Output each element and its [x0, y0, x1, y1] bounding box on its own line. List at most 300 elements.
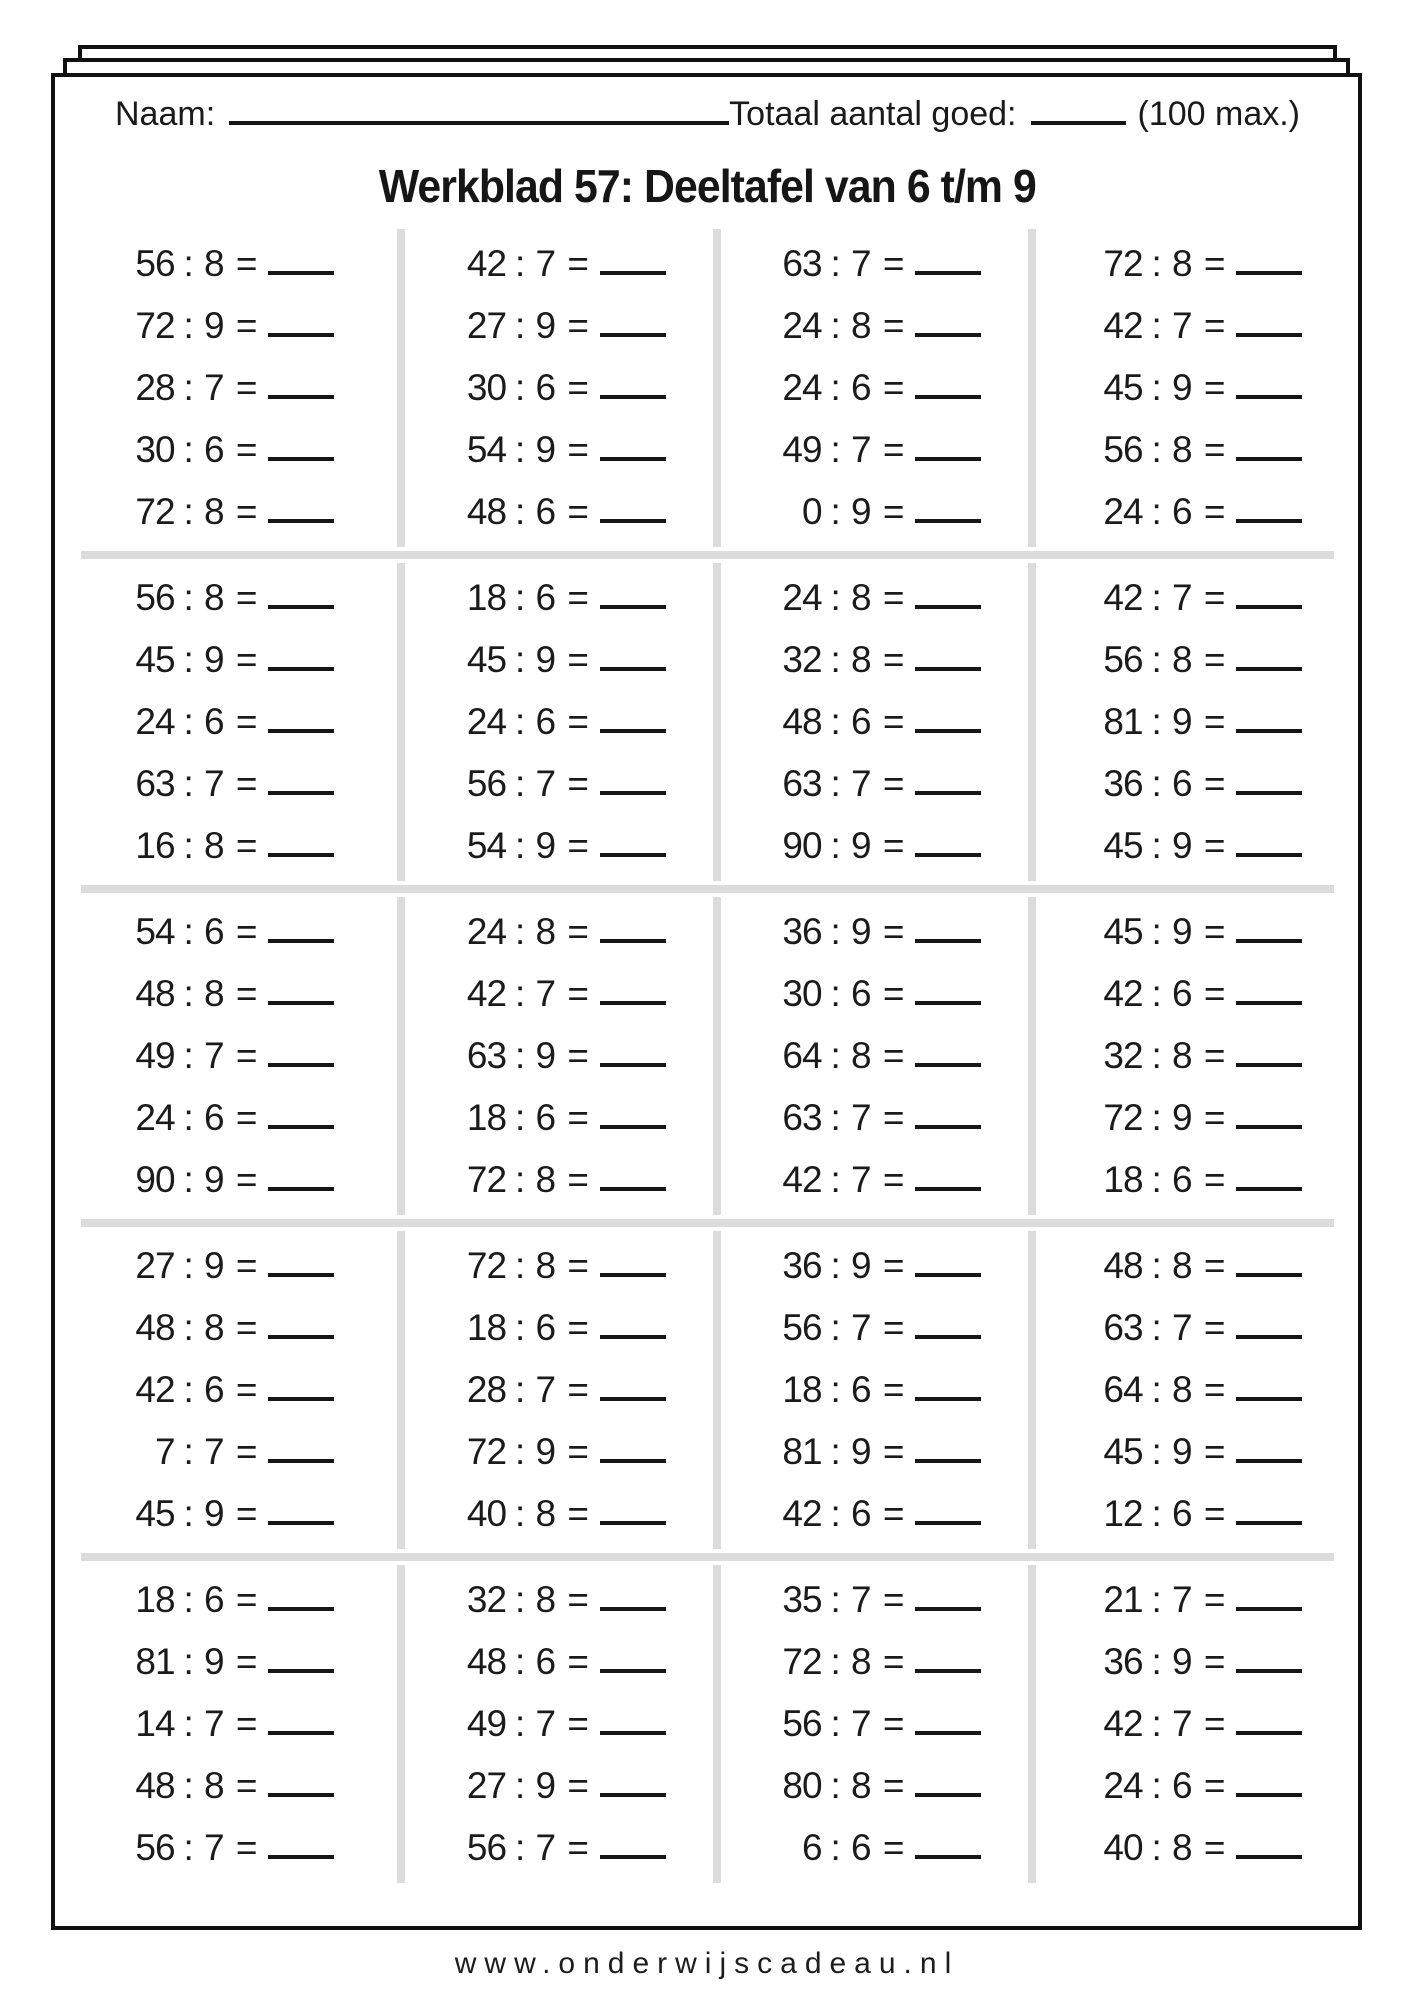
- division-problem: [1032, 963, 1359, 1025]
- division-problem: [401, 567, 717, 629]
- answer-blank[interactable]: [1236, 395, 1302, 399]
- division-problem: [717, 1817, 1032, 1879]
- dividend-value: 24: [782, 305, 822, 346]
- division-problem: [717, 419, 1032, 481]
- answer-blank[interactable]: [600, 1273, 666, 1277]
- answer-blank[interactable]: [1236, 1335, 1302, 1339]
- divisor-value: 6: [204, 701, 224, 742]
- answer-blank[interactable]: [1236, 457, 1302, 461]
- division-sign: :: [515, 1431, 525, 1472]
- answer-blank[interactable]: [268, 333, 334, 337]
- dividend-value: 81: [135, 1641, 175, 1682]
- answer-blank[interactable]: [1236, 1125, 1302, 1129]
- division-problem: [54, 1149, 401, 1211]
- division-sign: :: [183, 1369, 193, 1410]
- answer-blank[interactable]: [268, 1001, 334, 1005]
- division-problem: [1032, 1297, 1359, 1359]
- answer-blank[interactable]: [1236, 1669, 1302, 1673]
- equals-sign: =: [235, 491, 257, 532]
- division-sign: :: [1151, 701, 1161, 742]
- divisor-value: 7: [535, 243, 556, 284]
- answer-blank[interactable]: [1236, 519, 1302, 523]
- division-problem: [401, 1149, 717, 1211]
- answer-blank[interactable]: [915, 519, 981, 523]
- division-sign: :: [515, 491, 525, 532]
- division-sign: :: [830, 1765, 840, 1806]
- division-sign: :: [183, 1035, 193, 1076]
- answer-blank[interactable]: [600, 791, 666, 795]
- equals-sign: =: [235, 1307, 257, 1348]
- dividend-value: 81: [782, 1431, 822, 1472]
- division-sign: :: [515, 1369, 525, 1410]
- problem-column: [54, 1235, 401, 1553]
- dividend-value: 32: [782, 639, 822, 680]
- division-problem: [717, 1149, 1032, 1211]
- equals-sign: =: [1203, 1493, 1225, 1534]
- dividend-value: 28: [466, 1369, 507, 1410]
- division-sign: :: [515, 1159, 525, 1200]
- division-problem: [717, 1297, 1032, 1359]
- dividend-value: 36: [782, 1245, 822, 1286]
- answer-blank[interactable]: [268, 791, 334, 795]
- divisor-value: 6: [1172, 1159, 1192, 1200]
- division-problem: [1032, 1755, 1359, 1817]
- dividend-value: 24: [135, 1097, 175, 1138]
- division-problem: [401, 1421, 717, 1483]
- equals-sign: =: [567, 763, 588, 804]
- equals-sign: =: [567, 1827, 588, 1868]
- dividend-value: 36: [1103, 763, 1143, 804]
- answer-blank[interactable]: [1236, 333, 1302, 337]
- answer-blank[interactable]: [268, 939, 334, 943]
- equals-sign: =: [567, 973, 588, 1014]
- division-problem: [717, 1483, 1032, 1545]
- division-sign: :: [830, 639, 840, 680]
- dividend-value: 48: [1103, 1245, 1143, 1286]
- dividend-value: 48: [135, 1307, 175, 1348]
- equals-sign: =: [882, 429, 904, 470]
- dividend-value: 63: [466, 1035, 507, 1076]
- division-problem: [1032, 815, 1359, 877]
- answer-blank[interactable]: [915, 1793, 981, 1797]
- divisor-value: 9: [535, 1431, 556, 1472]
- answer-blank[interactable]: [268, 1187, 334, 1191]
- dividend-value: 54: [466, 429, 507, 470]
- division-sign: :: [183, 1307, 193, 1348]
- answer-blank[interactable]: [915, 1187, 981, 1191]
- divisor-value: 8: [1172, 1369, 1192, 1410]
- equals-sign: =: [235, 1035, 257, 1076]
- answer-blank[interactable]: [915, 457, 981, 461]
- answer-blank[interactable]: [1236, 1793, 1302, 1797]
- problem-column: [717, 1235, 1032, 1553]
- division-sign: :: [830, 429, 840, 470]
- answer-blank[interactable]: [1236, 939, 1302, 943]
- problem-column: [401, 901, 717, 1219]
- answer-blank[interactable]: [1236, 1187, 1302, 1191]
- division-sign: :: [1151, 1035, 1161, 1076]
- equals-sign: =: [882, 1765, 904, 1806]
- equals-sign: =: [235, 577, 257, 618]
- answer-blank[interactable]: [915, 791, 981, 795]
- answer-blank[interactable]: [600, 729, 666, 733]
- division-problem: [401, 691, 717, 753]
- answer-blank[interactable]: [268, 1459, 334, 1463]
- answer-blank[interactable]: [1236, 271, 1302, 275]
- answer-blank[interactable]: [915, 395, 981, 399]
- division-problem: [1032, 1817, 1359, 1879]
- division-problem: [1032, 481, 1359, 543]
- answer-blank[interactable]: [600, 605, 666, 609]
- division-sign: :: [183, 763, 193, 804]
- divisor-value: 7: [1172, 1703, 1192, 1744]
- answer-blank[interactable]: [600, 1607, 666, 1611]
- dividend-value: 49: [466, 1703, 507, 1744]
- dividend-value: 63: [1103, 1307, 1143, 1348]
- division-problem: [1032, 567, 1359, 629]
- equals-sign: =: [1203, 305, 1225, 346]
- answer-blank[interactable]: [1236, 1731, 1302, 1735]
- equals-sign: =: [567, 1035, 588, 1076]
- equals-sign: =: [1203, 1765, 1225, 1806]
- answer-blank[interactable]: [1236, 1459, 1302, 1463]
- answer-blank[interactable]: [268, 1273, 334, 1277]
- answer-blank[interactable]: [268, 1669, 334, 1673]
- answer-blank[interactable]: [1236, 1273, 1302, 1277]
- answer-blank[interactable]: [268, 1397, 334, 1401]
- divisor-value: 8: [1172, 1035, 1192, 1076]
- division-sign: :: [183, 429, 193, 470]
- division-sign: :: [183, 701, 193, 742]
- divisor-value: 6: [204, 1579, 224, 1620]
- answer-blank[interactable]: [600, 333, 666, 337]
- answer-blank[interactable]: [268, 1731, 334, 1735]
- dividend-value: 45: [1103, 367, 1143, 408]
- divisor-value: 8: [204, 243, 224, 284]
- divisor-value: 8: [204, 825, 224, 866]
- divisor-value: 6: [851, 1827, 871, 1868]
- equals-sign: =: [882, 1703, 904, 1744]
- equals-sign: =: [567, 1703, 588, 1744]
- divisor-value: 9: [535, 305, 556, 346]
- answer-blank[interactable]: [915, 1063, 981, 1067]
- dividend-value: 24: [782, 577, 822, 618]
- answer-blank[interactable]: [268, 729, 334, 733]
- answer-blank[interactable]: [268, 1521, 334, 1525]
- column-separator: [397, 897, 405, 1215]
- division-problem: [401, 1087, 717, 1149]
- equals-sign: =: [882, 243, 904, 284]
- equals-sign: =: [567, 305, 588, 346]
- divisor-value: 6: [1172, 973, 1192, 1014]
- division-sign: :: [830, 367, 840, 408]
- dividend-value: 48: [135, 1765, 175, 1806]
- equals-sign: =: [882, 1097, 904, 1138]
- divisor-value: 9: [851, 825, 871, 866]
- column-separator: [1028, 1565, 1036, 1883]
- answer-blank[interactable]: [915, 1521, 981, 1525]
- equals-sign: =: [882, 1579, 904, 1620]
- dividend-value: 56: [135, 243, 175, 284]
- answer-blank[interactable]: [1236, 1063, 1302, 1067]
- answer-blank[interactable]: [915, 1001, 981, 1005]
- dividend-value: 30: [782, 973, 822, 1014]
- divisor-value: 7: [204, 1431, 224, 1472]
- divisor-value: 8: [535, 1245, 556, 1286]
- divisor-value: 7: [851, 243, 871, 284]
- dividend-value: 42: [782, 1493, 822, 1534]
- division-sign: :: [830, 1369, 840, 1410]
- worksheet-header: [51, 92, 1362, 136]
- division-problem: [401, 1025, 717, 1087]
- answer-blank[interactable]: [268, 457, 334, 461]
- division-sign: :: [830, 1579, 840, 1620]
- equals-sign: =: [235, 1097, 257, 1138]
- divisor-value: 7: [204, 763, 224, 804]
- answer-blank[interactable]: [915, 333, 981, 337]
- problem-block: [54, 893, 1359, 1219]
- problem-column: [401, 1235, 717, 1553]
- answer-blank[interactable]: [600, 1521, 666, 1525]
- answer-blank[interactable]: [1236, 853, 1302, 857]
- answer-blank[interactable]: [915, 1273, 981, 1277]
- answer-blank[interactable]: [600, 457, 666, 461]
- dividend-value: 45: [135, 1493, 175, 1534]
- division-sign: :: [515, 911, 525, 952]
- division-sign: :: [183, 1431, 193, 1472]
- problem-column: [401, 233, 717, 551]
- dividend-value: 72: [782, 1641, 822, 1682]
- dividend-value: 27: [466, 1765, 507, 1806]
- divisor-value: 8: [1172, 1827, 1192, 1868]
- division-problem: [54, 567, 401, 629]
- answer-blank[interactable]: [600, 1063, 666, 1067]
- division-problem: [401, 901, 717, 963]
- dividend-value: 56: [782, 1307, 822, 1348]
- answer-blank[interactable]: [1236, 729, 1302, 733]
- answer-blank[interactable]: [268, 667, 334, 671]
- division-problem: [401, 419, 717, 481]
- answer-blank[interactable]: [915, 1669, 981, 1673]
- dividend-value: 32: [1103, 1035, 1143, 1076]
- divisor-value: 7: [1172, 577, 1192, 618]
- problem-column: [54, 233, 401, 551]
- answer-blank[interactable]: [600, 271, 666, 275]
- divisor-value: 9: [851, 911, 871, 952]
- dividend-value: 42: [466, 243, 507, 284]
- answer-blank[interactable]: [600, 1459, 666, 1463]
- problem-column: [54, 1569, 401, 1887]
- answer-blank[interactable]: [600, 1397, 666, 1401]
- dividend-value: 56: [135, 1827, 175, 1868]
- divisor-value: 8: [851, 1641, 871, 1682]
- answer-blank[interactable]: [1236, 667, 1302, 671]
- answer-blank[interactable]: [268, 1855, 334, 1859]
- division-problem: [401, 1631, 717, 1693]
- division-problem: [717, 1569, 1032, 1631]
- answer-blank[interactable]: [600, 853, 666, 857]
- division-sign: :: [830, 491, 840, 532]
- dividend-value: 18: [466, 1307, 507, 1348]
- answer-blank[interactable]: [268, 1335, 334, 1339]
- equals-sign: =: [1203, 825, 1225, 866]
- answer-blank[interactable]: [600, 667, 666, 671]
- block-separator: [81, 1553, 1334, 1561]
- answer-blank[interactable]: [268, 271, 334, 275]
- division-problem: [54, 901, 401, 963]
- dividend-value: 18: [782, 1369, 822, 1410]
- division-sign: :: [830, 1307, 840, 1348]
- answer-blank[interactable]: [915, 1855, 981, 1859]
- division-sign: :: [830, 973, 840, 1014]
- division-problem: [1032, 629, 1359, 691]
- divisor-value: 9: [1172, 367, 1192, 408]
- answer-blank[interactable]: [915, 1731, 981, 1735]
- equals-sign: =: [882, 701, 904, 742]
- divisor-value: 6: [851, 1493, 871, 1534]
- division-problem: [717, 1693, 1032, 1755]
- division-problem: [54, 815, 401, 877]
- answer-blank[interactable]: [915, 1125, 981, 1129]
- answer-blank[interactable]: [915, 1459, 981, 1463]
- page-title: Werkblad 57: Deeltafel van 6 t/m 9: [378, 160, 1036, 212]
- dividend-value: 80: [782, 1765, 822, 1806]
- division-problem: [54, 1755, 401, 1817]
- equals-sign: =: [235, 243, 257, 284]
- answer-blank[interactable]: [1236, 1521, 1302, 1525]
- answer-blank[interactable]: [1236, 1855, 1302, 1859]
- dividend-value: 40: [466, 1493, 507, 1534]
- division-sign: :: [1151, 243, 1161, 284]
- problem-block: [54, 225, 1359, 551]
- answer-blank[interactable]: [600, 1855, 666, 1859]
- division-sign: :: [183, 973, 193, 1014]
- block-separator: [81, 551, 1334, 559]
- answer-blank[interactable]: [1236, 1397, 1302, 1401]
- answer-blank[interactable]: [915, 1397, 981, 1401]
- division-sign: :: [183, 305, 193, 346]
- division-problem: [54, 233, 401, 295]
- answer-blank[interactable]: [600, 519, 666, 523]
- divisor-value: 9: [535, 1765, 556, 1806]
- divisor-value: 6: [204, 429, 224, 470]
- answer-blank[interactable]: [268, 1063, 334, 1067]
- dividend-value: 63: [135, 763, 175, 804]
- answer-blank[interactable]: [600, 1125, 666, 1129]
- answer-blank[interactable]: [268, 1607, 334, 1611]
- answer-blank[interactable]: [1236, 1001, 1302, 1005]
- division-problem: [1032, 1359, 1359, 1421]
- division-sign: :: [515, 825, 525, 866]
- divisor-value: 6: [204, 911, 224, 952]
- division-problem: [54, 1087, 401, 1149]
- answer-blank[interactable]: [915, 939, 981, 943]
- answer-blank[interactable]: [600, 1335, 666, 1339]
- answer-blank[interactable]: [915, 853, 981, 857]
- division-sign: :: [830, 577, 840, 618]
- division-sign: :: [183, 1765, 193, 1806]
- divisor-value: 6: [535, 1641, 556, 1682]
- answer-blank[interactable]: [915, 667, 981, 671]
- answer-blank[interactable]: [268, 395, 334, 399]
- equals-sign: =: [567, 701, 588, 742]
- answer-blank[interactable]: [268, 853, 334, 857]
- division-problem: [1032, 1421, 1359, 1483]
- problem-column: [54, 567, 401, 885]
- answer-blank[interactable]: [915, 1335, 981, 1339]
- divisor-value: 9: [204, 639, 224, 680]
- answer-blank[interactable]: [600, 1731, 666, 1735]
- division-sign: :: [183, 367, 193, 408]
- answer-blank[interactable]: [600, 1669, 666, 1673]
- answer-blank[interactable]: [1236, 791, 1302, 795]
- equals-sign: =: [1203, 1245, 1225, 1286]
- answer-blank[interactable]: [268, 519, 334, 523]
- division-problem: [717, 1421, 1032, 1483]
- division-sign: :: [1151, 1431, 1161, 1472]
- answer-blank[interactable]: [600, 1001, 666, 1005]
- division-problem: [717, 1359, 1032, 1421]
- divisor-value: 9: [851, 1431, 871, 1472]
- answer-blank[interactable]: [268, 1793, 334, 1797]
- division-problem: [401, 1235, 717, 1297]
- dividend-value: 32: [466, 1579, 507, 1620]
- answer-blank[interactable]: [600, 1187, 666, 1191]
- equals-sign: =: [882, 639, 904, 680]
- answer-blank[interactable]: [268, 605, 334, 609]
- division-sign: :: [830, 911, 840, 952]
- answer-blank[interactable]: [915, 605, 981, 609]
- dividend-value: 45: [1103, 825, 1143, 866]
- division-sign: :: [830, 763, 840, 804]
- division-sign: :: [1151, 1579, 1161, 1620]
- division-sign: :: [183, 1245, 193, 1286]
- division-sign: :: [830, 1159, 840, 1200]
- answer-blank[interactable]: [915, 729, 981, 733]
- division-problem: [717, 815, 1032, 877]
- dividend-value: 24: [782, 367, 822, 408]
- equals-sign: =: [567, 1097, 588, 1138]
- divisor-value: 6: [204, 1097, 224, 1138]
- division-problem: [1032, 1483, 1359, 1545]
- answer-blank[interactable]: [600, 939, 666, 943]
- answer-blank[interactable]: [268, 1125, 334, 1129]
- answer-blank[interactable]: [915, 1607, 981, 1611]
- division-sign: :: [183, 825, 193, 866]
- answer-blank[interactable]: [1236, 1607, 1302, 1611]
- divisor-value: 6: [535, 491, 556, 532]
- equals-sign: =: [235, 1641, 257, 1682]
- dividend-value: 42: [135, 1369, 175, 1410]
- answer-blank[interactable]: [915, 271, 981, 275]
- answer-blank[interactable]: [600, 1793, 666, 1797]
- answer-blank[interactable]: [1236, 605, 1302, 609]
- divisor-value: 9: [535, 825, 556, 866]
- division-sign: :: [515, 305, 525, 346]
- dividend-value: 72: [1103, 1097, 1143, 1138]
- equals-sign: =: [882, 1369, 904, 1410]
- equals-sign: =: [235, 701, 257, 742]
- answer-blank[interactable]: [600, 395, 666, 399]
- problem-column: [717, 233, 1032, 551]
- division-problem: [401, 1569, 717, 1631]
- score-blank[interactable]: [1031, 121, 1126, 125]
- divisor-value: 6: [851, 367, 871, 408]
- division-problem: [717, 567, 1032, 629]
- name-blank[interactable]: [229, 121, 729, 125]
- division-sign: :: [830, 701, 840, 742]
- equals-sign: =: [1203, 639, 1225, 680]
